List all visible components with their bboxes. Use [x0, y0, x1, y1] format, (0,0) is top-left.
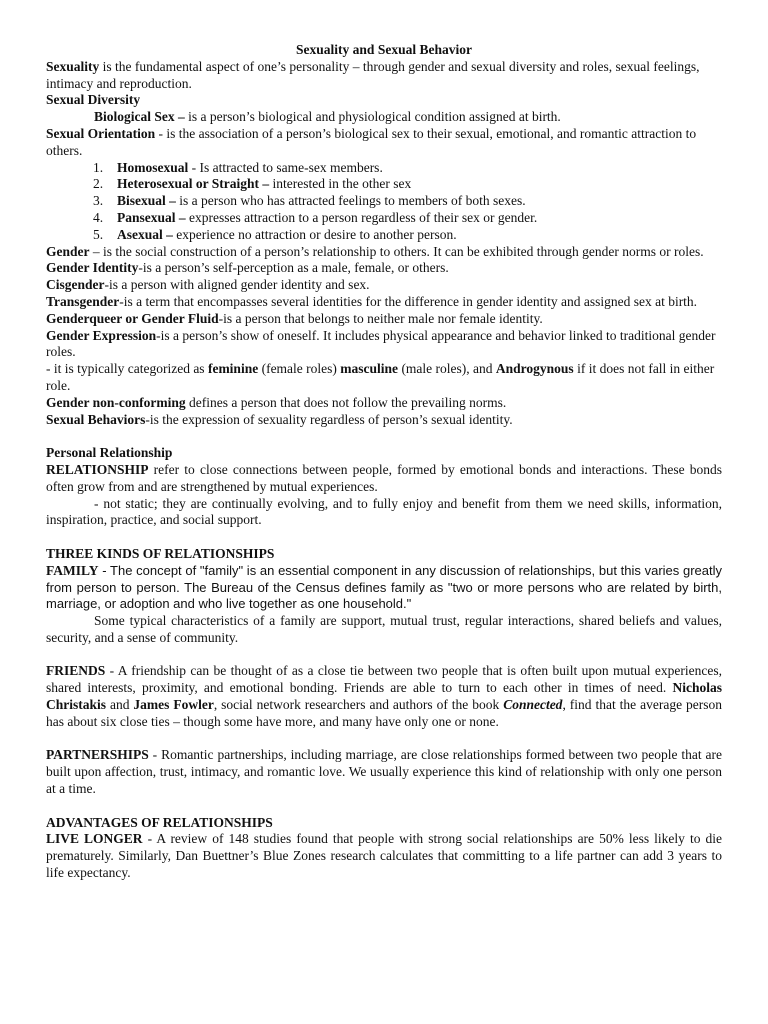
spacer — [46, 798, 722, 815]
list-item: 4. Pansexual – expresses attraction to a person regardless of their sex or gender. — [93, 209, 538, 225]
genderqueer-definition: Genderqueer or Gender Fluid-is a person that belongs to neither male nor female identity. — [46, 310, 543, 326]
gender-categories-note: - it is typically categorized as feminine (female roles) masculine (male roles), and Androgynous if it does not fall in either role. — [46, 361, 715, 393]
live-longer-paragraph: LIVE LONGER - A review of 148 studies found that people with strong social relationships are 50% less likely to die prematurely. Similarly, Dan Buettner’s Blue Zones research calculates that committing to a life partner can add 3 years to life expectancy. — [46, 831, 722, 881]
gender-identity-definition: Gender Identity-is a person’s self-perception as a male, female, or others. — [46, 260, 449, 276]
family-paragraph: FAMILY - The concept of "family" is an essential component in any discussion of relationships, but this varies greatly from person to person. The Bureau of the Census defines family as "two or more persons who are related by birth, marriage, or adoption and who live together as one household." — [46, 562, 722, 612]
list-item: 1. Homosexual - Is attracted to same-sex members. — [93, 159, 383, 175]
relationship-definition: RELATIONSHIP refer to close connections between people, formed by emotional bonds and interactions. These bonds often grow from and are strengthened by mutual experiences. — [46, 461, 722, 494]
sexual-diversity-heading: Sexual Diversity — [46, 92, 141, 108]
personal-relationship-heading: Personal Relationship — [46, 445, 173, 461]
spacer — [46, 529, 722, 546]
list-item: 2. Heterosexual or Straight – interested in the other sex — [93, 176, 412, 192]
spacer — [46, 428, 722, 445]
sexuality-definition: Sexuality is the fundamental aspect of one’s personality – through gender and sexual diversity and roles, sexual feelings, intimacy and reproduction. — [46, 58, 700, 91]
family-note: Some typical characteristics of a family are support, mutual trust, regular interactions, shared beliefs and values, security, and a sense of community. — [46, 613, 722, 645]
partnerships-paragraph: PARTNERSHIPS - Romantic partnerships, including marriage, are close relationships formed between two people that are built upon affection, trust, intimacy, and romantic love. We usually experience this kind of relationship with only one person at a time. — [46, 747, 722, 797]
page-title: Sexuality and Sexual Behavior — [296, 42, 472, 57]
gender-nonconforming-definition: Gender non-conforming defines a person that does not follow the prevailing norms. — [46, 394, 507, 410]
transgender-definition: Transgender-is a term that encompasses several identities for the difference in gender identity and assigned sex at birth. — [46, 293, 698, 309]
three-kinds-heading: THREE KINDS OF RELATIONSHIPS — [46, 545, 275, 561]
biological-sex-definition: Biological Sex – is a person’s biological and physiological condition assigned at birth. — [94, 109, 561, 125]
term: Sexuality — [46, 58, 100, 74]
spacer — [46, 647, 722, 664]
spacer — [46, 731, 722, 748]
cisgender-definition: Cisgender-is a person with aligned gender identity and sex. — [46, 277, 370, 293]
orientation-list — [46, 160, 722, 244]
gender-expression-definition: Gender Expression-is a person’s show of oneself. It includes physical appearance and behavior linked to traditional gender roles. — [46, 327, 716, 360]
list-item: 5. Asexual – experience no attraction or desire to another person. — [93, 226, 457, 242]
friends-paragraph: FRIENDS - A friendship can be thought of as a close tie between two people that is often built upon mutual experiences, shared interests, proximity, and emotional bonding. Friends are able to turn to each other in times of need. Nicholas Christakis and James Fowler, social network researchers and authors of the book Connected, find that the average person has about six close ties – though some have more, and many have only one or none. — [46, 663, 723, 729]
sexual-behaviors-definition: Sexual Behaviors-is the expression of sexuality regardless of person’s sexual identity. — [46, 411, 513, 427]
sexual-orientation-definition: Sexual Orientation - is the association of a person’s biological sex to their sexual, emotional, and romantic attraction to others. — [46, 125, 697, 158]
gender-definition: Gender – is the social construction of a person’s relationship to others. It can be exhibited through gender norms or roles. — [46, 243, 704, 259]
advantages-heading: ADVANTAGES OF RELATIONSHIPS — [46, 814, 273, 830]
list-item: 3. Bisexual – is a person who has attracted feelings to members of both sexes. — [93, 193, 526, 209]
relationship-note: - not static; they are continually evolving, and to fully enjoy and benefit from them we need skills, information, inspiration, practice, and social support. — [46, 495, 722, 528]
